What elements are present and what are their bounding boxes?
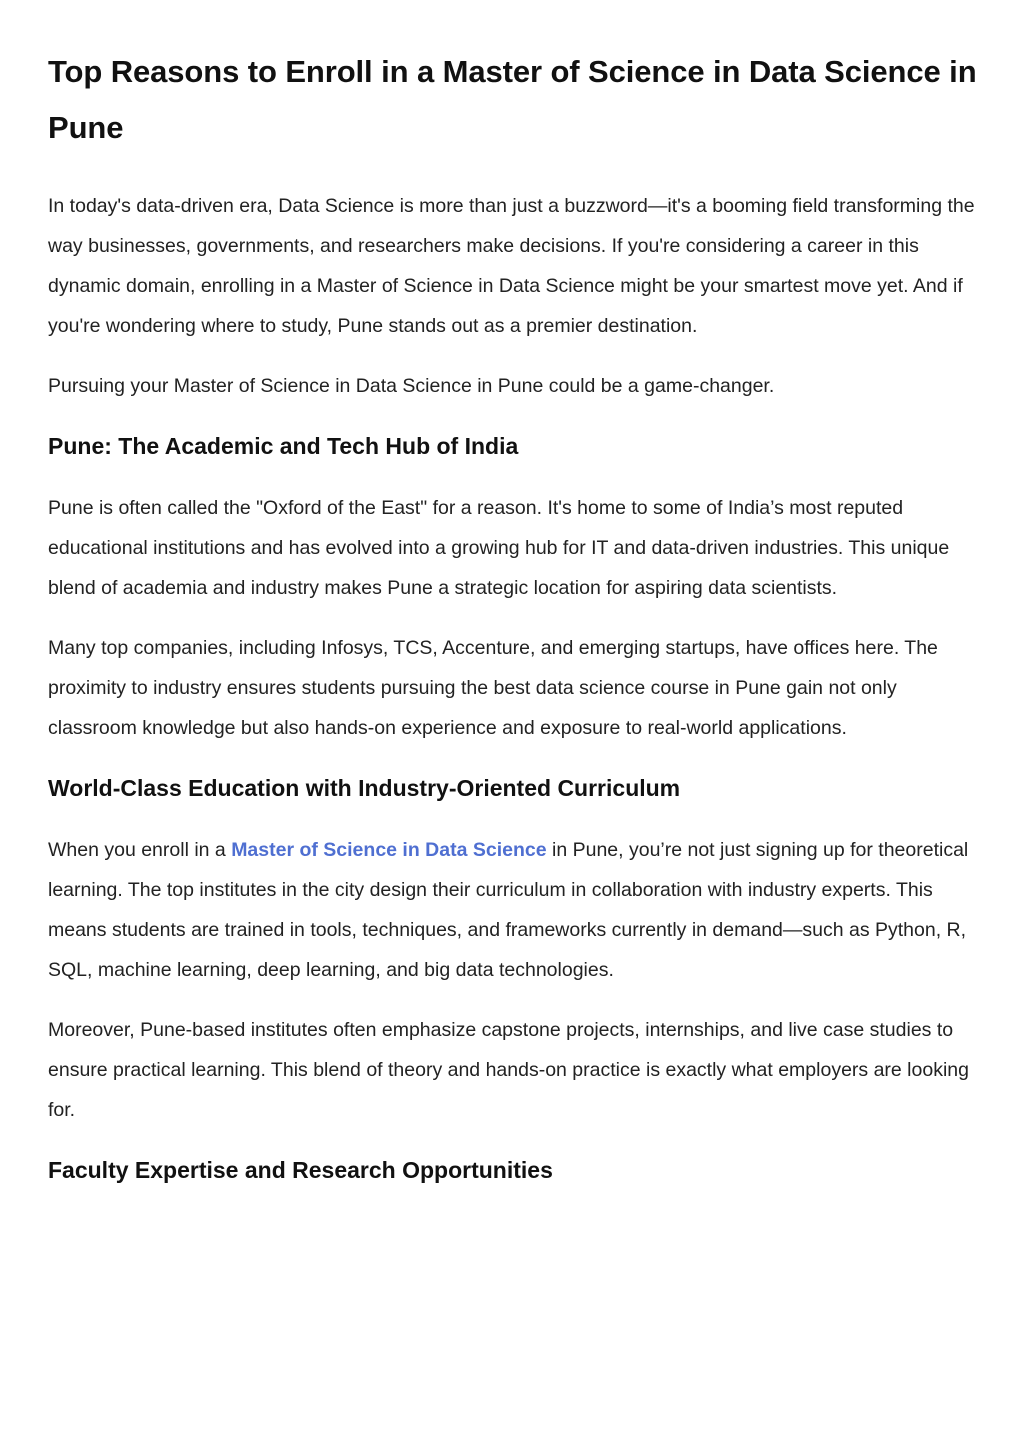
pune-hub-paragraph-1: Pune is often called the "Oxford of the East" for a reason. It's home to some of India’s most reputed educational institutions and has evolved into a growing hub for IT and data-driven industries. This unique blend of academia and industry makes Pune a strategic location for aspiring data scientists. [48, 497, 950, 599]
section-heading-faculty: Faculty Expertise and Research Opportunities [48, 1157, 553, 1183]
section-heading-curriculum: World-Class Education with Industry-Oriented Curriculum [48, 775, 681, 801]
section-heading-pune-hub: Pune: The Academic and Tech Hub of India [48, 433, 519, 459]
curriculum-paragraph-2: Moreover, Pune-based institutes often emphasize capstone projects, internships, and live case studies to ensure practical learning. This blend of theory and hands-on practice is exactly what employers are looking for. [48, 1019, 969, 1121]
article [48, 44, 978, 1212]
curriculum-paragraph-1 [48, 830, 978, 990]
curriculum-text-before-link: When you enroll in a [48, 839, 232, 861]
intro-paragraph-1: In today's data-driven era, Data Science is more than just a buzzword—it's a booming field transforming the way businesses, governments, and researchers make decisions. If you're considering a career in this dynamic domain, enrolling in a Master of Science in Data Science might be your smartest move yet. And if you're wondering where to study, Pune stands out as a premier destination. [48, 195, 975, 337]
intro-paragraph-2: Pursuing your Master of Science in Data Science in Pune could be a game-changer. [48, 375, 775, 397]
msc-data-science-link[interactable]: Master of Science in Data Science [231, 839, 547, 861]
curriculum-text-after-link: in Pune, you’re not just signing up for theoretical learning. The top institutes in the city design their curriculum in collaboration with industry experts. This means students are trained in tools, techniques, and frameworks currently in demand—such as Python, R, SQL, machine learning, deep learning, and big data technologies. [48, 839, 969, 981]
page-title: Top Reasons to Enroll in a Master of Science in Data Science in Pune [48, 54, 977, 145]
pune-hub-paragraph-2: Many top companies, including Infosys, TCS, Accenture, and emerging startups, have offices here. The proximity to industry ensures students pursuing the best data science course in Pune gain not only classroom knowledge but also hands-on experience and exposure to real-world applications. [48, 637, 938, 739]
